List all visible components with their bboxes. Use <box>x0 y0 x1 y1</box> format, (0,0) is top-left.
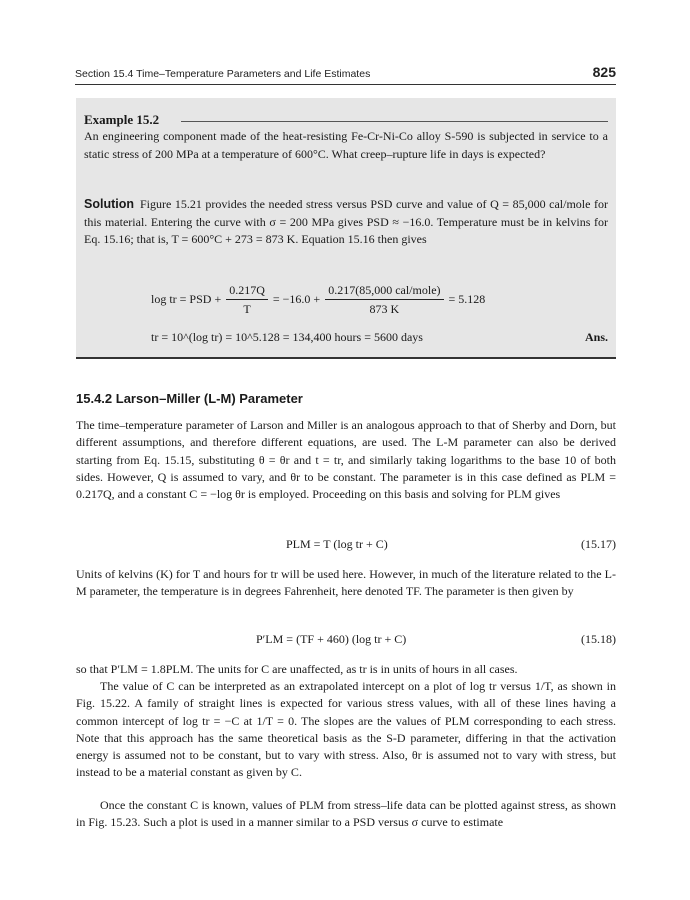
equation-15-18-number: (15.18) <box>581 632 616 646</box>
eq1-frac1-denominator: T <box>243 302 251 316</box>
paragraph-2: Units of kelvins (K) for T and hours for tr will be used here. However, in much of the literature related to the L-M parameter, the temperature is in degrees Fahrenheit, here denoted TF. The parameter is then given by <box>76 567 616 599</box>
solution-paragraph <box>84 196 608 249</box>
equation-tr-result: tr = 10^(log tr) = 10^5.128 = 134,400 hours = 5600 days <box>151 330 423 344</box>
eq1-fraction-1 <box>226 283 268 317</box>
example-problem: An engineering component made of the heat-resisting Fe-Cr-Ni-Co alloy S-590 is subjected in service to a static stress of 200 MPa at a temperature of 600°C. What creep–rupture life in days is expected? <box>84 129 608 161</box>
example-title-rule <box>181 121 608 122</box>
page-header <box>75 64 616 85</box>
paragraph-3: so that P′LM = 1.8PLM. The units for C are unaffected, as tr is in units of hours in all cases. <box>76 662 518 676</box>
solution-label: Solution <box>84 197 134 211</box>
answer-label: Ans. <box>584 330 608 344</box>
page-number: 825 <box>592 64 616 80</box>
example-box <box>76 98 616 359</box>
solution-text: Figure 15.21 provides the needed stress versus PSD curve and value of Q = 85,000 cal/mole for this material. Entering the curve with σ = 200 MPa gives PSD ≈ −16.0. Temperature must be in kelvins for Eq. 15.16; that is, T = 600°C + 273 = 873 K. Equation 15.16 then gives <box>84 197 608 246</box>
eq1-frac1-numerator: 0.217Q <box>226 283 268 300</box>
equation-log-tr <box>151 283 485 317</box>
example-title: Example 15.2 <box>84 112 160 127</box>
running-title: Section 15.4 Time–Temperature Parameters and Life Estimates <box>75 68 371 80</box>
paragraph-1: The time–temperature parameter of Larson and Miller is an analogous approach to that of Sherby and Dorn, but different assumptions, and therefore different equations, are used. The L-M parameter can also be derived starting from Eq. 15.15, substituting θ = θr and t = tr, and similarly taking logarithms to the base 10 of both sides. However, Q is assumed to vary, and θr to be constant. The parameter is in this case defined as PLM = 0.217Q, and a constant C = −log θr is employed. Proceeding on this basis and solving for PLM gives <box>76 418 616 502</box>
eq1-fraction-2 <box>325 283 443 317</box>
equation-15-17-number: (15.17) <box>581 537 616 551</box>
eq1-frac2-numerator: 0.217(85,000 cal/mole) <box>325 283 443 300</box>
section-heading: 15.4.2 Larson–Miller (L-M) Parameter <box>76 391 303 406</box>
equation-15-17 <box>76 537 616 555</box>
eq1-lhs: log tr = PSD + <box>151 291 222 306</box>
equation-15-17-expression: PLM = T (log tr + C) <box>286 537 388 551</box>
eq1-rhs: = 5.128 <box>448 291 486 306</box>
paragraph-5: Once the constant C is known, values of PLM from stress–life data can be plotted against stress, as shown in Fig. 15.23. Such a plot is used in a manner similar to a PSD versus σ curve to estimate <box>76 798 616 830</box>
paragraph-4: The value of C can be interpreted as an extrapolated intercept on a plot of log tr versus 1/T, as shown in Fig. 15.22. A family of straight lines is expected for various stress values, with all of these lines having a common intercept of log tr = −C at 1/T = 0. The slopes are the values of PLM corresponding to each stress. Note that this approach has the same theoretical basis as the S-D parameter, differing in that the activation energy is assumed not to be constant, but to vary with stress. Also, θr is assumed not to vary with stress, but instead to be a material constant as given by C. <box>76 679 616 780</box>
equation-15-18 <box>76 632 616 650</box>
eq1-mid: = −16.0 + <box>272 291 321 306</box>
eq1-frac2-denominator: 873 K <box>369 302 400 316</box>
equation-15-18-expression: P′LM = (TF + 460) (log tr + C) <box>256 632 407 646</box>
